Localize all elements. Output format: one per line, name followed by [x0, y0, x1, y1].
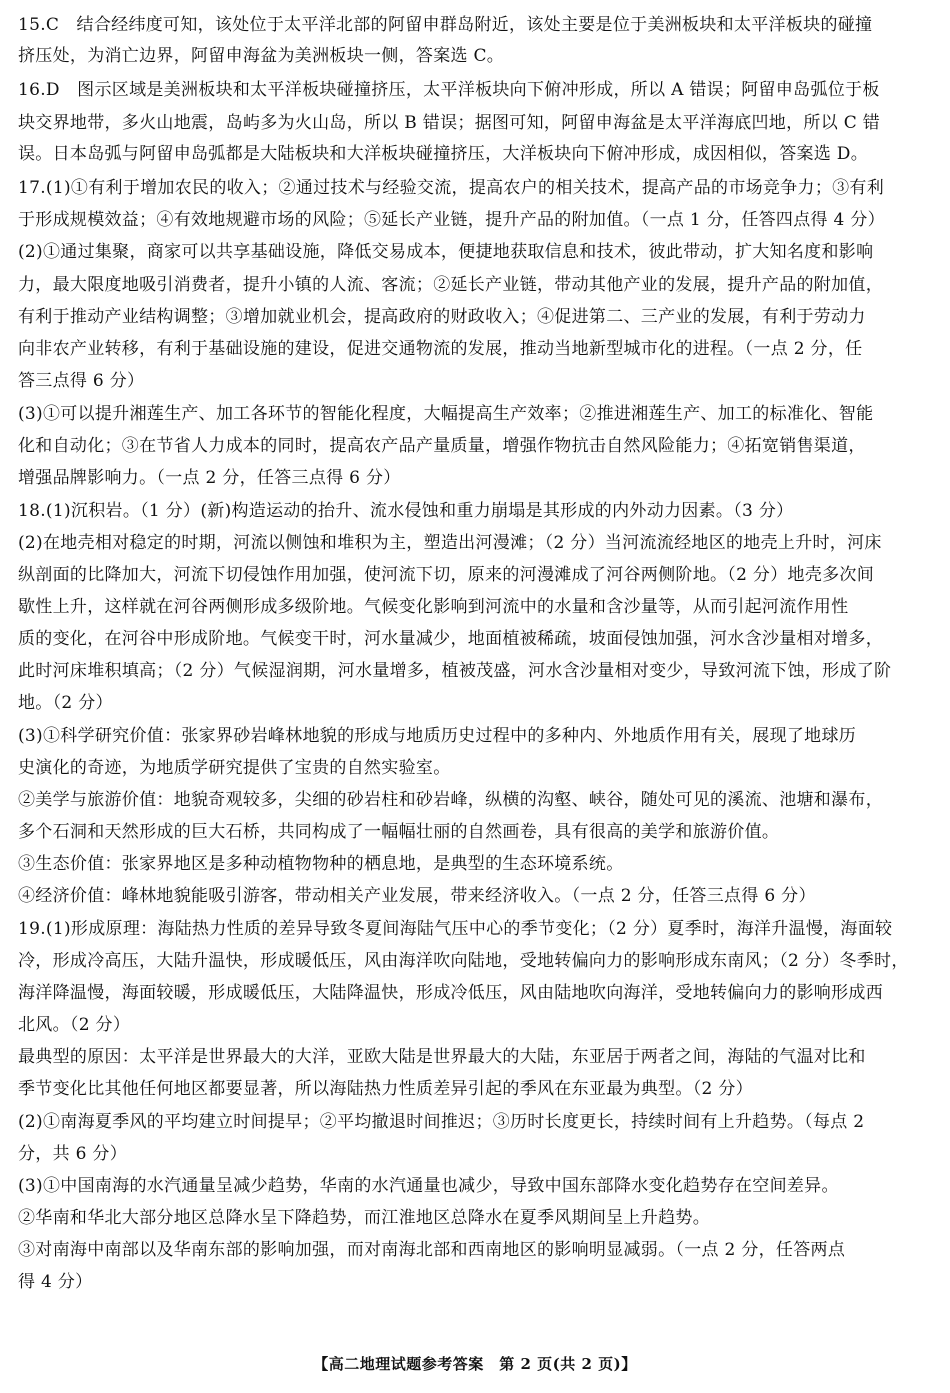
text-line: ②华南和华北大部分地区总降水呈下降趋势，而江淮地区总降水在夏季风期间呈上升趋势。 — [18, 1208, 710, 1228]
text-line: (3)①科学研究价值：张家界砂岩峰林地貌的形成与地质历史过程中的多种内、外地质作用有关，展现了地球历 — [18, 726, 857, 746]
text-line: 此时河床堆积填高；（2 分）气候湿润期，河水量增多，植被茂盛，河水含沙量相对变少，导致河流下蚀，形成了阶 — [18, 661, 892, 681]
text-line: 挤压处，为消亡边界，阿留申海盆为美洲板块一侧，答案选 C。 — [18, 46, 505, 66]
text-line: 增强品牌影响力。（一点 2 分，任答三点得 6 分） — [18, 468, 401, 488]
text-line: 力，最大限度地吸引消费者，提升小镇的人流、客流；②延长产业链，带动其他产业的发展，提升产品的附加值， — [18, 275, 883, 295]
text-line: 纵剖面的比降加大，河流下切侵蚀作用加强，使河流下切，原来的河漫滩成了河谷两侧阶地。（2 分）地壳多次间 — [18, 565, 875, 585]
text-line: (2)①通过集聚，商家可以共享基础设施，降低交易成本，便捷地获取信息和技术，彼此带动，扩大知名度和影响 — [18, 242, 874, 262]
text-line: (3)①可以提升湘莲生产、加工各环节的智能化程度，大幅提高生产效率；②推进湘莲生产、加工的标准化、智能 — [18, 404, 874, 424]
text-line: 地。（2 分） — [18, 693, 113, 713]
text-line: 19.(1)形成原理：海陆热力性质的差异导致冬夏间海陆气压中心的季节变化；（2 分）夏季时，海洋升温慢，海面较 — [18, 919, 893, 939]
text-line: 于形成规模效益；④有效地规避市场的风险；⑤延长产业链，提升产品的附加值。（一点 1 分，任答四点得 4 分） — [18, 210, 885, 230]
text-line: 质的变化，在河谷中形成阶地。气候变干时，河水量减少，地面植被稀疏，坡面侵蚀加强，河水含沙量相对增多， — [18, 629, 883, 649]
text-line: 得 4 分） — [18, 1272, 93, 1292]
text-line: 18.(1)沉积岩。（1 分）(新)构造运动的抬升、流水侵蚀和重力崩塌是其形成的内外动力因素。（3 分） — [18, 501, 794, 521]
text-line: 北风。（2 分） — [18, 1015, 131, 1035]
text-line: 17.(1)①有利于增加农民的收入；②通过技术与经验交流，提高农户的相关技术，提高产品的市场竞争力；③有利 — [18, 178, 885, 198]
text-line: ②美学与旅游价值：地貌奇观较多，尖细的砂岩柱和砂岩峰，纵横的沟壑、峡谷，随处可见的溪流、池塘和瀑布， — [18, 790, 883, 810]
text-line: 多个石洞和天然形成的巨大石桥，共同构成了一幅幅壮丽的自然画卷，具有很高的美学和旅游价值。 — [18, 822, 780, 842]
text-line: 分，共 6 分） — [18, 1144, 128, 1164]
text-line: 歇性上升，这样就在河谷两侧形成多级阶地。气候变化影响到河流中的水量和含沙量等，从而引起河流作用性 — [18, 597, 849, 617]
text-line: (2)①南海夏季风的平均建立时间提早；②平均撤退时间推迟；③历时长度更长，持续时间有上升趋势。（每点 2 — [18, 1112, 865, 1132]
text-line: 块交界地带，多火山地震，岛屿多为火山岛，所以 B 错误；据图可知，阿留申海盆是太平洋海底凹地，所以 C 错 — [18, 113, 881, 133]
text-line: 16.D 图示区域是美洲板块和太平洋板块碰撞挤压，太平洋板块向下俯冲形成，所以 A 错误；阿留申岛弧位于板 — [18, 80, 880, 100]
text-line: (2)在地壳相对稳定的时期，河流以侧蚀和堆积为主，塑造出河漫滩；（2 分）当河流流经地区的地壳上升时，河床 — [18, 533, 882, 553]
text-line: 答三点得 6 分） — [18, 371, 145, 391]
text-line: 15.C 结合经纬度可知，该处位于太平洋北部的阿留申群岛附近，该处主要是位于美洲板块和太平洋板块的碰撞 — [18, 15, 873, 35]
text-line: 季节变化比其他任何地区都要显著，所以海陆热力性质差异引起的季风在东亚最为典型。（2 分） — [18, 1079, 753, 1099]
text-line: 史演化的奇迹，为地质学研究提供了宝贵的自然实验室。 — [18, 758, 451, 778]
text-line: 有利于推动产业结构调整；③增加就业机会，提高政府的财政收入；④促进第二、三产业的发展，有利于劳动力 — [18, 307, 866, 327]
text-line: 向非农产业转移，有利于基础设施的建设，促进交通物流的发展，推动当地新型城市化的进程。（一点 2 分，任 — [18, 339, 863, 359]
text-line: 冷，形成冷高压，大陆升温快，形成暖低压，风由海洋吹向陆地，受地转偏向力的影响形成东南风；（2 分）冬季时， — [18, 951, 909, 971]
text-line: ④经济价值：峰林地貌能吸引游客，带动相关产业发展，带来经济收入。（一点 2 分，任答三点得 6 分） — [18, 886, 816, 906]
text-line: ③对南海中南部以及华南东部的影响加强，而对南海北部和西南地区的影响明显减弱。（一点 2 分，任答两点 — [18, 1240, 846, 1260]
text-line: 化和自动化；③在节省人力成本的同时，提高农产品产量质量，增强作物抗击自然风险能力；④拓宽销售渠道， — [18, 436, 866, 456]
text-line: 误。日本岛弧与阿留申岛弧都是大陆板块和大洋板块碰撞挤压，大洋板块向下俯冲形成，成因相似，答案选 D。 — [18, 144, 869, 164]
text-line: (3)①中国南海的水汽通量呈减少趋势，华南的水汽通量也减少，导致中国东部降水变化趋势存在空间差异。 — [18, 1176, 839, 1196]
text-line: 海洋降温慢，海面较暖，形成暖低压，大陆降温快，形成冷低压，风由陆地吹向海洋，受地转偏向力的影响形成西 — [18, 983, 883, 1003]
text-line: ③生态价值：张家界地区是多种动植物物种的栖息地，是典型的生态环境系统。 — [18, 854, 624, 874]
page-footer: 【高二地理试题参考答案 第 2 页(共 2 页)】 — [313, 1355, 637, 1373]
text-line: 最典型的原因：太平洋是世界最大的大洋，亚欧大陆是世界最大的大陆，东亚居于两者之间，海陆的气温对比和 — [18, 1047, 866, 1067]
